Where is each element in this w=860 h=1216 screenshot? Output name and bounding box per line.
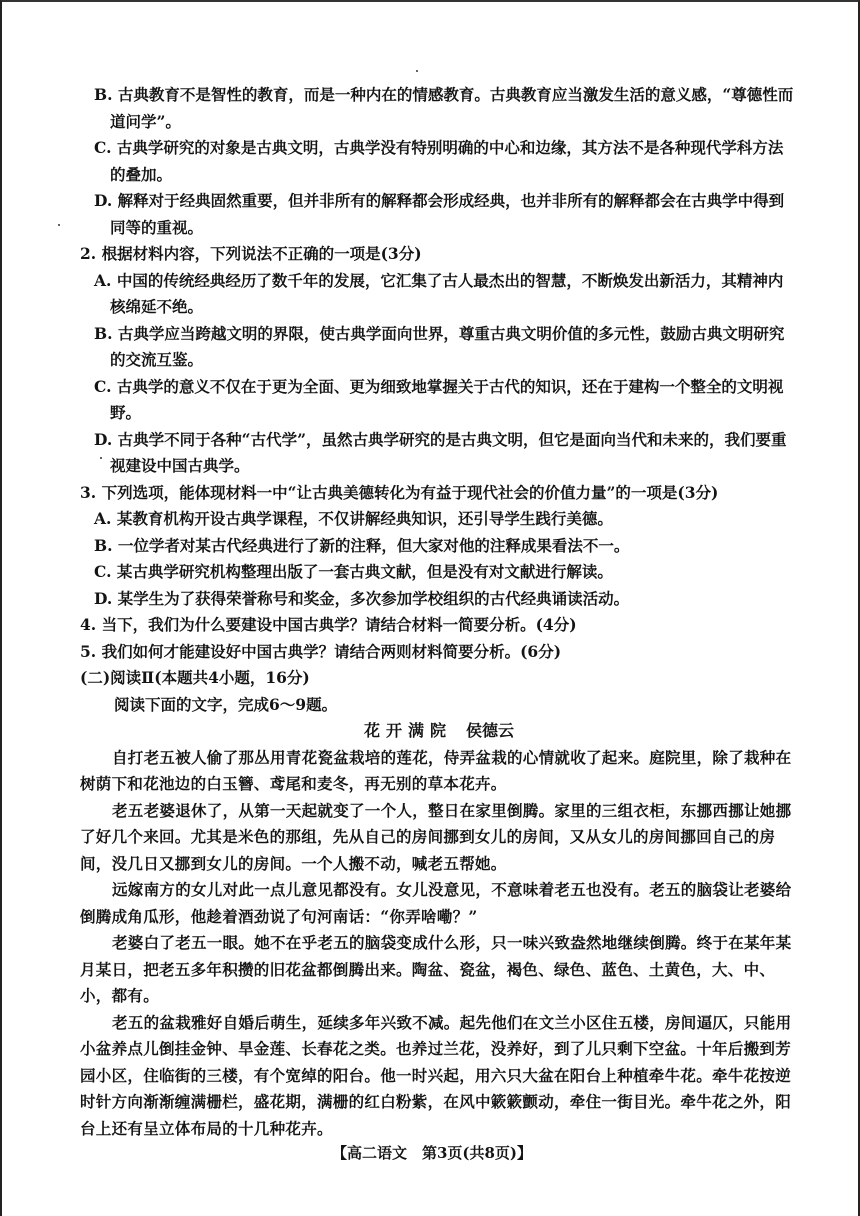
q2-stem: 2. 根据材料内容，下列说法不正确的一项是(3分) — [80, 244, 422, 263]
q2-option-d: D. 古典学不同于各种“古代学”，虽然古典学研究的是古典文明，但它是面向当代和未来的，我们要重视建设中国古典学。 — [94, 429, 787, 475]
story-paragraph: 老五老婆退休了，从第一天起就变了一个人，整日在家里倒腾。家里的三组衣柜，东挪西挪让她挪了好几个来回。尤其是米色的那组，先从自己的房间挪到女儿的房间，又从女儿的房间挪回自己的房间，没几日又挪到女儿的房间。一个人搬不动，喊老五帮她。 — [80, 800, 792, 873]
section-heading: (二)阅读Ⅱ(本题共4小题，16分) — [80, 668, 310, 687]
q3-option-c: C. 某古典学研究机构整理出版了一套古典文献，但是没有对文献进行解读。 — [94, 562, 613, 581]
story-paragraph: 老婆白了老五一眼。她不在乎老五的脑袋变成什么形，只一味兴致盎然地继续倒腾。终于在某年某月某日，把老五多年积攒的旧花盆都倒腾出来。陶盆、瓷盆，褐色、绿色、蓝色、土黄色，大、中、小，都有。 — [80, 933, 792, 1005]
q2-option-c: C. 古典学的意义不仅在于更为全面、更为细致地掌握关于古代的知识，还在于建构一个整全的文明视野。 — [94, 376, 784, 422]
q3-stem: 3. 下列选项，能体现材料一中“让古典美德转化为有益于现代社会的价值力量”的一项是(3分) — [80, 482, 719, 502]
page-content — [80, 82, 798, 1142]
story-author: 侯德云 — [466, 721, 515, 740]
scan-speck — [58, 224, 60, 226]
scan-speck — [416, 70, 418, 72]
q2-option-b: B. 古典学应当跨越文明的界限，使古典学面向世界，尊重古典文明价值的多元性，鼓励古典文明研究的交流互鉴。 — [94, 323, 785, 369]
story-title: 花开满院 — [363, 721, 452, 740]
q3-option-b: B. 一位学者对某古代经典进行了新的注释，但大家对他的注释成果看法不一。 — [94, 535, 630, 555]
story-paragraph: 自打老五被人偷了那丛用青花瓷盆栽培的莲花，侍弄盆栽的心情就收了起来。庭院里，除了栽种在树荫下和花池边的白玉簪、鸢尾和麦冬，再无别的草本花卉。 — [80, 747, 792, 793]
q5-stem: 5. 我们如何才能建设好中国古典学？请结合两则材料简要分析。(6分) — [80, 641, 562, 661]
story-title-row — [80, 718, 798, 745]
section-instruction: 阅读下面的文字，完成6～9题。 — [114, 694, 338, 714]
story-paragraph: 远嫁南方的女儿对此一点儿意见都没有。女儿没意见，不意味着老五也没有。老五的脑袋让老婆给倒腾成角瓜形，他趁着酒劲说了句河南话：“你弄啥嘞？” — [80, 880, 792, 926]
q1-option-b: B. 古典教育不是智性的教育，而是一种内在的情感教育。古典教育应当激发生活的意义感，“尊德性而道问学”。 — [94, 85, 794, 131]
q4-stem: 4. 当下，我们为什么要建设中国古典学？请结合材料一简要分析。(4分) — [80, 615, 577, 634]
q1-option-c: C. 古典学研究的对象是古典文明，古典学没有特别明确的中心和边缘，其方法不是各种现代学科方法的叠加。 — [94, 138, 784, 184]
q3-option-d: D. 某学生为了获得荣誉称号和奖金，多次参加学校组织的古代经典诵读活动。 — [94, 588, 630, 608]
page-footer: 【高二语文 第3页(共8页)】 — [331, 1144, 533, 1162]
q1-option-d: D. 解释对于经典固然重要，但并非所有的解释都会形成经典，也并非所有的解释都会在古典学中得到同等的重视。 — [94, 191, 785, 237]
story-paragraph: 老五的盆栽雅好自婚后萌生，延续多年兴致不减。起先他们在文兰小区住五楼，房间逼仄，只能用小盆养点儿倒挂金钟、旱金莲、长春花之类。也养过兰花，没养好，到了儿只剩下空盆。十年后搬到芳园小区，住临街的三楼，有个宽绰的阳台。他一时兴起，用六只大盆在阳台上种植牵牛花。牵牛花按逆时针方向渐渐缠满栅栏，盛花期，满栅的红白粉紫，在风中簌簌颤动，牵住一街目光。牵牛花之外，阳台上还有呈立体布局的十几种花卉。 — [80, 1012, 792, 1138]
q3-option-a: A. 某教育机构开设古典学课程，不仅讲解经典知识，还引导学生践行美德。 — [94, 509, 613, 528]
q2-option-a: A. 中国的传统经典经历了数千年的发展，它汇集了古人最杰出的智慧，不断焕发出新活力，其精神内核绵延不绝。 — [94, 270, 784, 316]
